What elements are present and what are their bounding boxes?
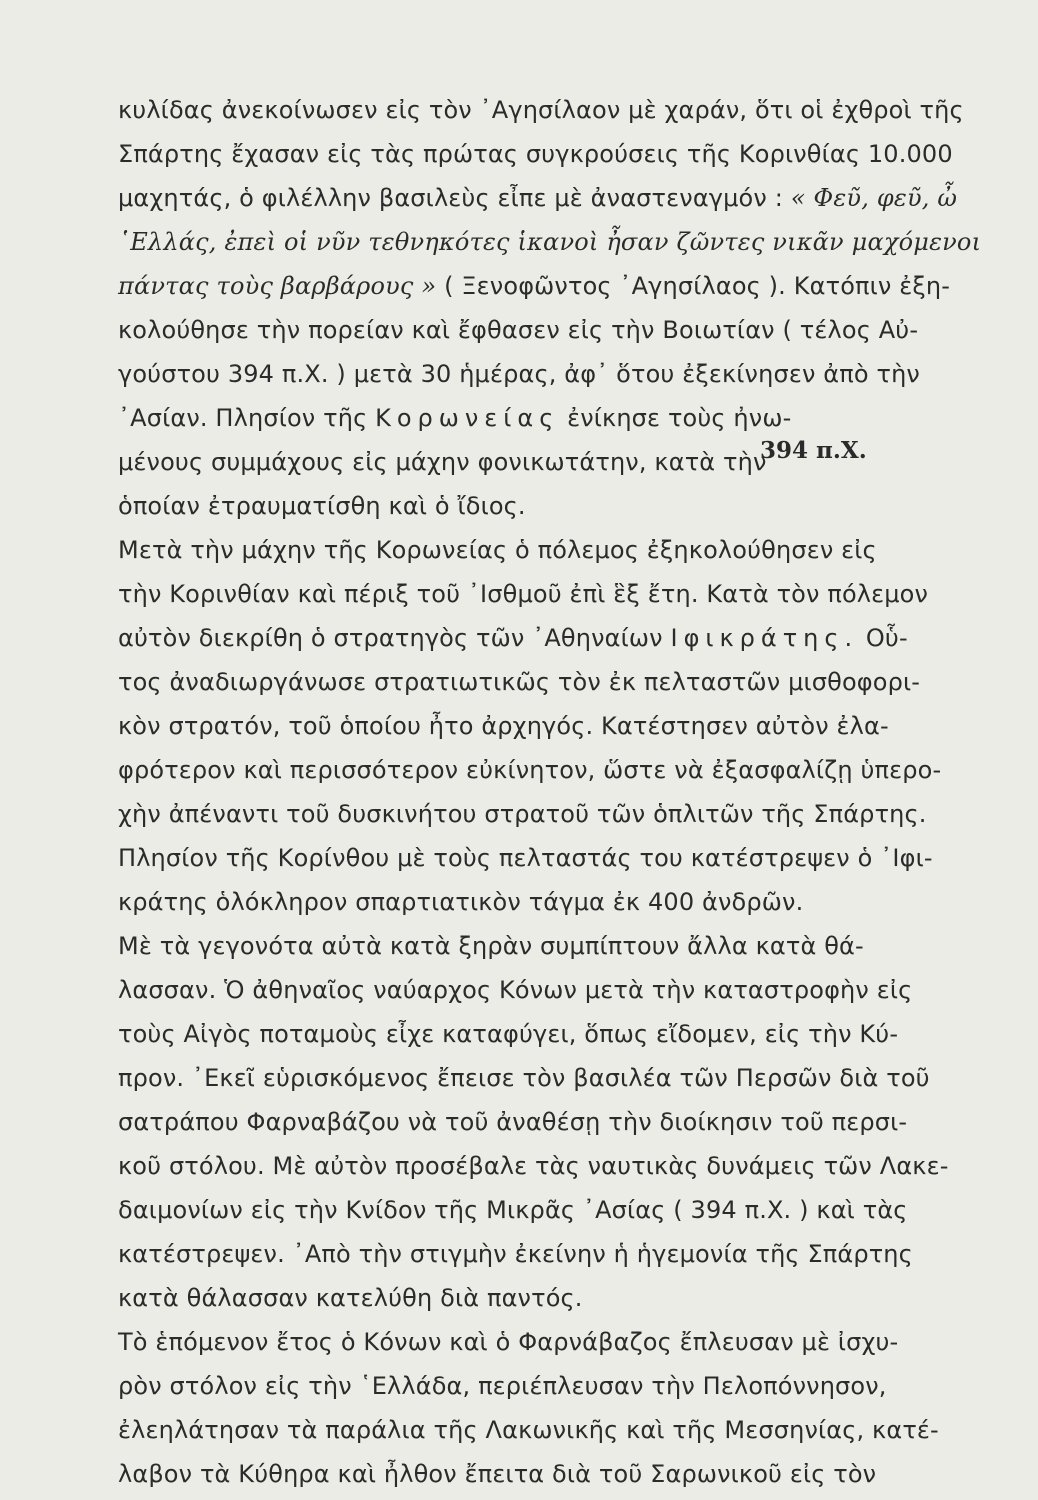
paragraph-2-line-1: Μετὰ τὴν μάχην τῆς Κορωνείας ὁ πόλεμος ἐξηκολούθησεν εἰς	[118, 536, 877, 564]
paragraph-3-line-6: κοῦ στόλου. Μὲ αὐτὸν προσέβαλε τὰς ναυτικὰς δυνάμεις τῶν Λακε-	[118, 1152, 949, 1180]
paragraph-2-line-9: κράτης ὁλόκληρον σπαρτιατικὸν τάγμα ἐκ 400 ἀνδρῶν.	[118, 888, 804, 916]
paragraph-2-line-5: κὸν στρατόν, τοῦ ὁποίου ἦτο ἀρχηγός. Κατέστησεν αὐτὸν ἐλα-	[118, 712, 889, 740]
text-line-8-end: ἐνίκησε τοὺς ἠνω-	[567, 404, 792, 432]
text-line-9: μένους συμμάχους εἰς μάχην φονικωτάτην, κατὰ τὴν	[118, 448, 767, 476]
paragraph-3-line-5: σατράπου Φαρναβάζου νὰ τοῦ ἀναθέσῃ τὴν διοίκησιν τοῦ περσι-	[118, 1108, 908, 1136]
paragraph-4-line-3: ἐλεηλάτησαν τὰ παράλια τῆς Λακωνικῆς καὶ τῆς Μεσσηνίας, κατέ-	[118, 1416, 939, 1444]
text-line-8-start: ᾿Ασίαν. Πλησίον τῆς	[118, 404, 368, 432]
text-line-3	[118, 180, 958, 216]
text-line-3-main: μαχητάς, ὁ φιλέλλην βασιλεὺς εἶπε μὲ ἀναστεναγμόν :	[118, 184, 783, 212]
paragraph-4-line-1: Τὸ ἑπόμενον ἔτος ὁ Κόνων καὶ ὁ Φαρνάβαζος ἔπλευσαν μὲ ἰσχυ-	[118, 1328, 899, 1356]
paragraph-2-line-7: χὴν ἀπέναντι τοῦ δυσκινήτου στρατοῦ τῶν ὁπλιτῶν τῆς Σπάρτης.	[118, 800, 927, 828]
paragraph-2-line-6: φρότερον καὶ περισσότερον εὐκίνητον, ὥστε νὰ ἐξασφαλίζῃ ὑπερο-	[118, 756, 942, 784]
margin-date-note: 394 π.Χ.	[760, 437, 867, 464]
paragraph-3-line-4: προν. ᾿Εκεῖ εὑρισκόμενος ἔπεισε τὸν βασιλέα τῶν Περσῶν διὰ τοῦ	[118, 1064, 930, 1092]
text-line-6: κολούθησε τὴν πορείαν καὶ ἔφθασεν εἰς τὴν Βοιωτίαν ( τέλος Αὐ-	[118, 316, 919, 344]
text-line-8	[118, 400, 792, 436]
paragraph-2-line-8: Πλησίον τῆς Κορίνθου μὲ τοὺς πελταστάς του κατέστρεψεν ὁ ᾿Ιφι-	[118, 844, 933, 872]
paragraph-2-line-3-start: αὐτὸν διεκρίθη ὁ στρατηγὸς τῶν ᾿Αθηναίων	[118, 624, 663, 652]
paragraph-3-line-1: Μὲ τὰ γεγονότα αὐτὰ κατὰ ξηρὰν συμπίπτουν ἄλλα κατὰ θά-	[118, 932, 864, 960]
quote-line	[118, 224, 982, 260]
paragraph-3-line-2: λασσαν. Ὁ ἀθηναῖος ναύαρχος Κόνων μετὰ τὴν καταστροφὴν εἰς	[118, 976, 913, 1004]
spaced-person-name: Ιφικράτης.	[670, 624, 859, 652]
text-line-1: κυλίδας ἀνεκοίνωσεν εἰς τὸν ᾿Αγησίλαον μὲ χαράν, ὅτι οἱ ἐχθροὶ τῆς	[118, 96, 964, 124]
paragraph-4-line-2: ρὸν στόλον εἰς τὴν ῾Ελλάδα, περιέπλευσαν τὴν Πελοπόννησον,	[118, 1372, 887, 1400]
quote-ending: πάντας τοὺς βαρβάρους »	[118, 272, 437, 300]
paragraph-4-line-4: λαβον τὰ Κύθηρα καὶ ἦλθον ἔπειτα διὰ τοῦ Σαρωνικοῦ εἰς τὸν	[118, 1460, 877, 1488]
paragraph-2-line-4: τος ἀναδιωργάνωσε στρατιωτικῶς τὸν ἐκ πελταστῶν μισθοφορι-	[118, 668, 921, 696]
paragraph-2-line-3-end: Οὗ-	[865, 624, 908, 652]
spaced-place-name: Κορωνείας	[375, 404, 560, 432]
text-line-2: Σπάρτης ἔχασαν εἰς τὰς πρώτας συγκρούσεις τῆς Κορινθίας 10.000	[118, 140, 953, 168]
quote-text: ῾Ελλάς, ἐπεὶ οἱ νῦν τεθνηκότες ἱκανοὶ ἦσαν ζῶντες νικᾶν μαχόμενοι	[118, 228, 982, 256]
paragraph-3-line-3: τοὺς Αἰγὸς ποταμοὺς εἶχε καταφύγει, ὅπως εἴδομεν, εἰς τὴν Κύ-	[118, 1020, 899, 1048]
quote-opening: « Φεῦ, φεῦ, ὦ	[790, 184, 958, 212]
paragraph-3-line-8: κατέστρεψεν. ᾿Απὸ τὴν στιγμὴν ἐκείνην ἡ ἡγεμονία τῆς Σπάρτης	[118, 1240, 913, 1268]
paragraph-2-line-3	[118, 620, 908, 656]
text-line-10: ὁποίαν ἐτραυματίσθη καὶ ὁ ἴδιος.	[118, 492, 526, 520]
text-line-7: γούστου 394 π.Χ. ) μετὰ 30 ἡμέρας, ἀφ᾿ ὅτου ἐξεκίνησεν ἀπὸ τὴν	[118, 360, 920, 388]
paragraph-3-line-9: κατὰ θάλασσαν κατελύθη διὰ παντός.	[118, 1284, 583, 1312]
quote-source: ( Ξενοφῶντος ᾿Αγησίλαος ). Κατόπιν ἐξη-	[444, 272, 951, 300]
paragraph-3-line-7: δαιμονίων εἰς τὴν Κνίδον τῆς Μικρᾶς ᾿Ασίας ( 394 π.Χ. ) καὶ τὰς	[118, 1196, 908, 1224]
paragraph-2-line-2: τὴν Κορινθίαν καὶ πέριξ τοῦ ᾿Ισθμοῦ ἐπὶ ἓξ ἔτη. Κατὰ τὸν πόλεμον	[118, 580, 929, 608]
text-line-5	[118, 268, 951, 304]
